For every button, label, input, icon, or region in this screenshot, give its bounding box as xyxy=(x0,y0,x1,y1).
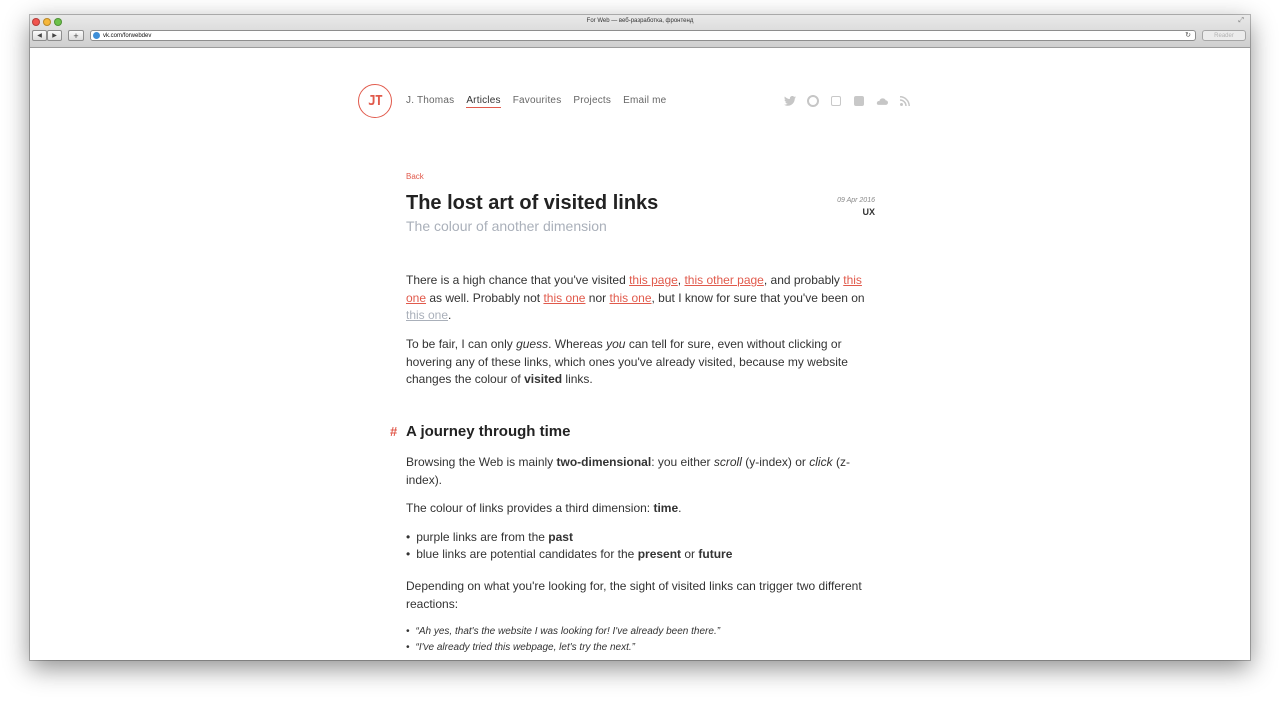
strong: two-dimensional xyxy=(556,455,652,469)
nav-articles[interactable]: Articles xyxy=(466,95,501,106)
fullscreen-icon[interactable]: ⤢ xyxy=(1238,17,1244,24)
link-this-page[interactable]: this page xyxy=(629,273,678,287)
reload-icon[interactable]: ↻ xyxy=(1185,32,1191,39)
text: To be fair, I can only xyxy=(406,337,517,351)
text: , but I know for sure that you've been on xyxy=(651,290,865,305)
strong: present xyxy=(637,547,682,561)
emphasis: guess xyxy=(516,337,549,351)
url-text: vk.com/forwebdev xyxy=(103,32,152,39)
list-item xyxy=(406,529,732,546)
list-item: • “I've already tried this webpage, let's try the next.” xyxy=(406,640,720,656)
link-this-one-2[interactable]: this one xyxy=(543,290,586,305)
text: . Whereas xyxy=(548,337,607,351)
nav-email[interactable]: Email me xyxy=(623,95,667,106)
strong: time xyxy=(653,501,679,515)
list-item: • “Ah yes, that's the website I was looking for! I've already been there.” xyxy=(406,624,720,640)
soundcloud-icon[interactable] xyxy=(876,95,888,107)
section-anchor-link[interactable]: # xyxy=(390,424,398,439)
text: or xyxy=(681,547,699,561)
emphasis: scroll xyxy=(713,455,742,469)
text: can tell for sure, even without clicking or hovering any of these links, which ones you've already visited, because my website changes the colour of xyxy=(406,337,848,386)
back-link[interactable]: Back xyxy=(406,172,424,181)
text: Browsing the Web is mainly xyxy=(406,455,557,469)
paragraph-reactions xyxy=(406,578,876,613)
browser-toolbar xyxy=(32,30,1246,44)
nav-projects[interactable]: Projects xyxy=(573,95,612,106)
article-tag[interactable]: UX xyxy=(862,207,875,217)
nav-favourites[interactable]: Favourites xyxy=(512,95,562,106)
emphasis: you xyxy=(606,337,626,351)
text: , xyxy=(677,273,685,287)
back-button[interactable]: ◀ xyxy=(32,30,47,41)
link-this-one-3[interactable]: this one xyxy=(609,290,652,305)
text: blue links are potential candidates for the xyxy=(416,547,638,561)
text: : you either xyxy=(651,455,714,469)
site-logo[interactable]: JT xyxy=(358,84,392,118)
article-title: The lost art of visited links xyxy=(406,192,659,214)
section-heading: A journey through time xyxy=(406,423,571,440)
strong: visited xyxy=(524,372,563,386)
text: . xyxy=(448,308,452,322)
text: (y-index) or xyxy=(741,455,810,469)
social-links xyxy=(784,95,911,107)
reader-button[interactable]: Reader xyxy=(1202,30,1246,41)
text: as well. Probably not xyxy=(426,290,544,305)
paragraph-intro xyxy=(406,272,876,325)
text: There is a high chance that you've visited xyxy=(406,273,630,287)
reaction-quote-list xyxy=(406,624,720,656)
text: purple links are from the xyxy=(416,530,549,544)
browser-window xyxy=(30,15,1250,660)
instagram-icon[interactable] xyxy=(830,95,842,107)
emphasis: click xyxy=(809,455,833,469)
twitter-icon[interactable] xyxy=(784,95,796,107)
text: nor xyxy=(585,290,610,305)
article-date: 09 Apr 2016 xyxy=(837,197,875,204)
text: The colour of links provides a third dimension: xyxy=(406,501,654,515)
text: . xyxy=(678,501,682,515)
list-item xyxy=(406,546,732,563)
rss-icon[interactable] xyxy=(899,95,911,107)
text: , and probably xyxy=(763,273,844,287)
add-bookmark-button[interactable]: + xyxy=(68,30,84,41)
text: Depending on what you're looking for, the sight of visited links can trigger two different reactions: xyxy=(406,579,862,611)
strong: future xyxy=(698,547,733,561)
link-this-one-1[interactable]: this one xyxy=(406,273,862,305)
window-title: For Web — веб-разработка, фронтенд xyxy=(586,18,694,24)
nav-home[interactable]: J. Thomas xyxy=(406,95,455,106)
paragraph-guess xyxy=(406,336,876,389)
text: (z-index). xyxy=(406,455,850,487)
title-bar xyxy=(30,15,1250,48)
paragraph-browsing xyxy=(406,454,876,489)
link-this-one-visited[interactable]: this one xyxy=(406,308,449,322)
link-this-other-page[interactable]: this other page xyxy=(684,273,764,287)
globe-icon xyxy=(93,32,100,39)
strong: past xyxy=(548,530,573,544)
square-icon[interactable] xyxy=(853,95,865,107)
top-navigation xyxy=(406,95,666,108)
text: links. xyxy=(562,372,593,386)
article-subtitle: The colour of another dimension xyxy=(406,218,607,234)
page-content xyxy=(30,48,1250,660)
github-icon[interactable] xyxy=(807,95,819,107)
link-colour-list xyxy=(406,529,732,563)
address-bar[interactable] xyxy=(90,30,1196,41)
forward-button[interactable]: ▶ xyxy=(47,30,62,41)
paragraph-time xyxy=(406,500,876,518)
